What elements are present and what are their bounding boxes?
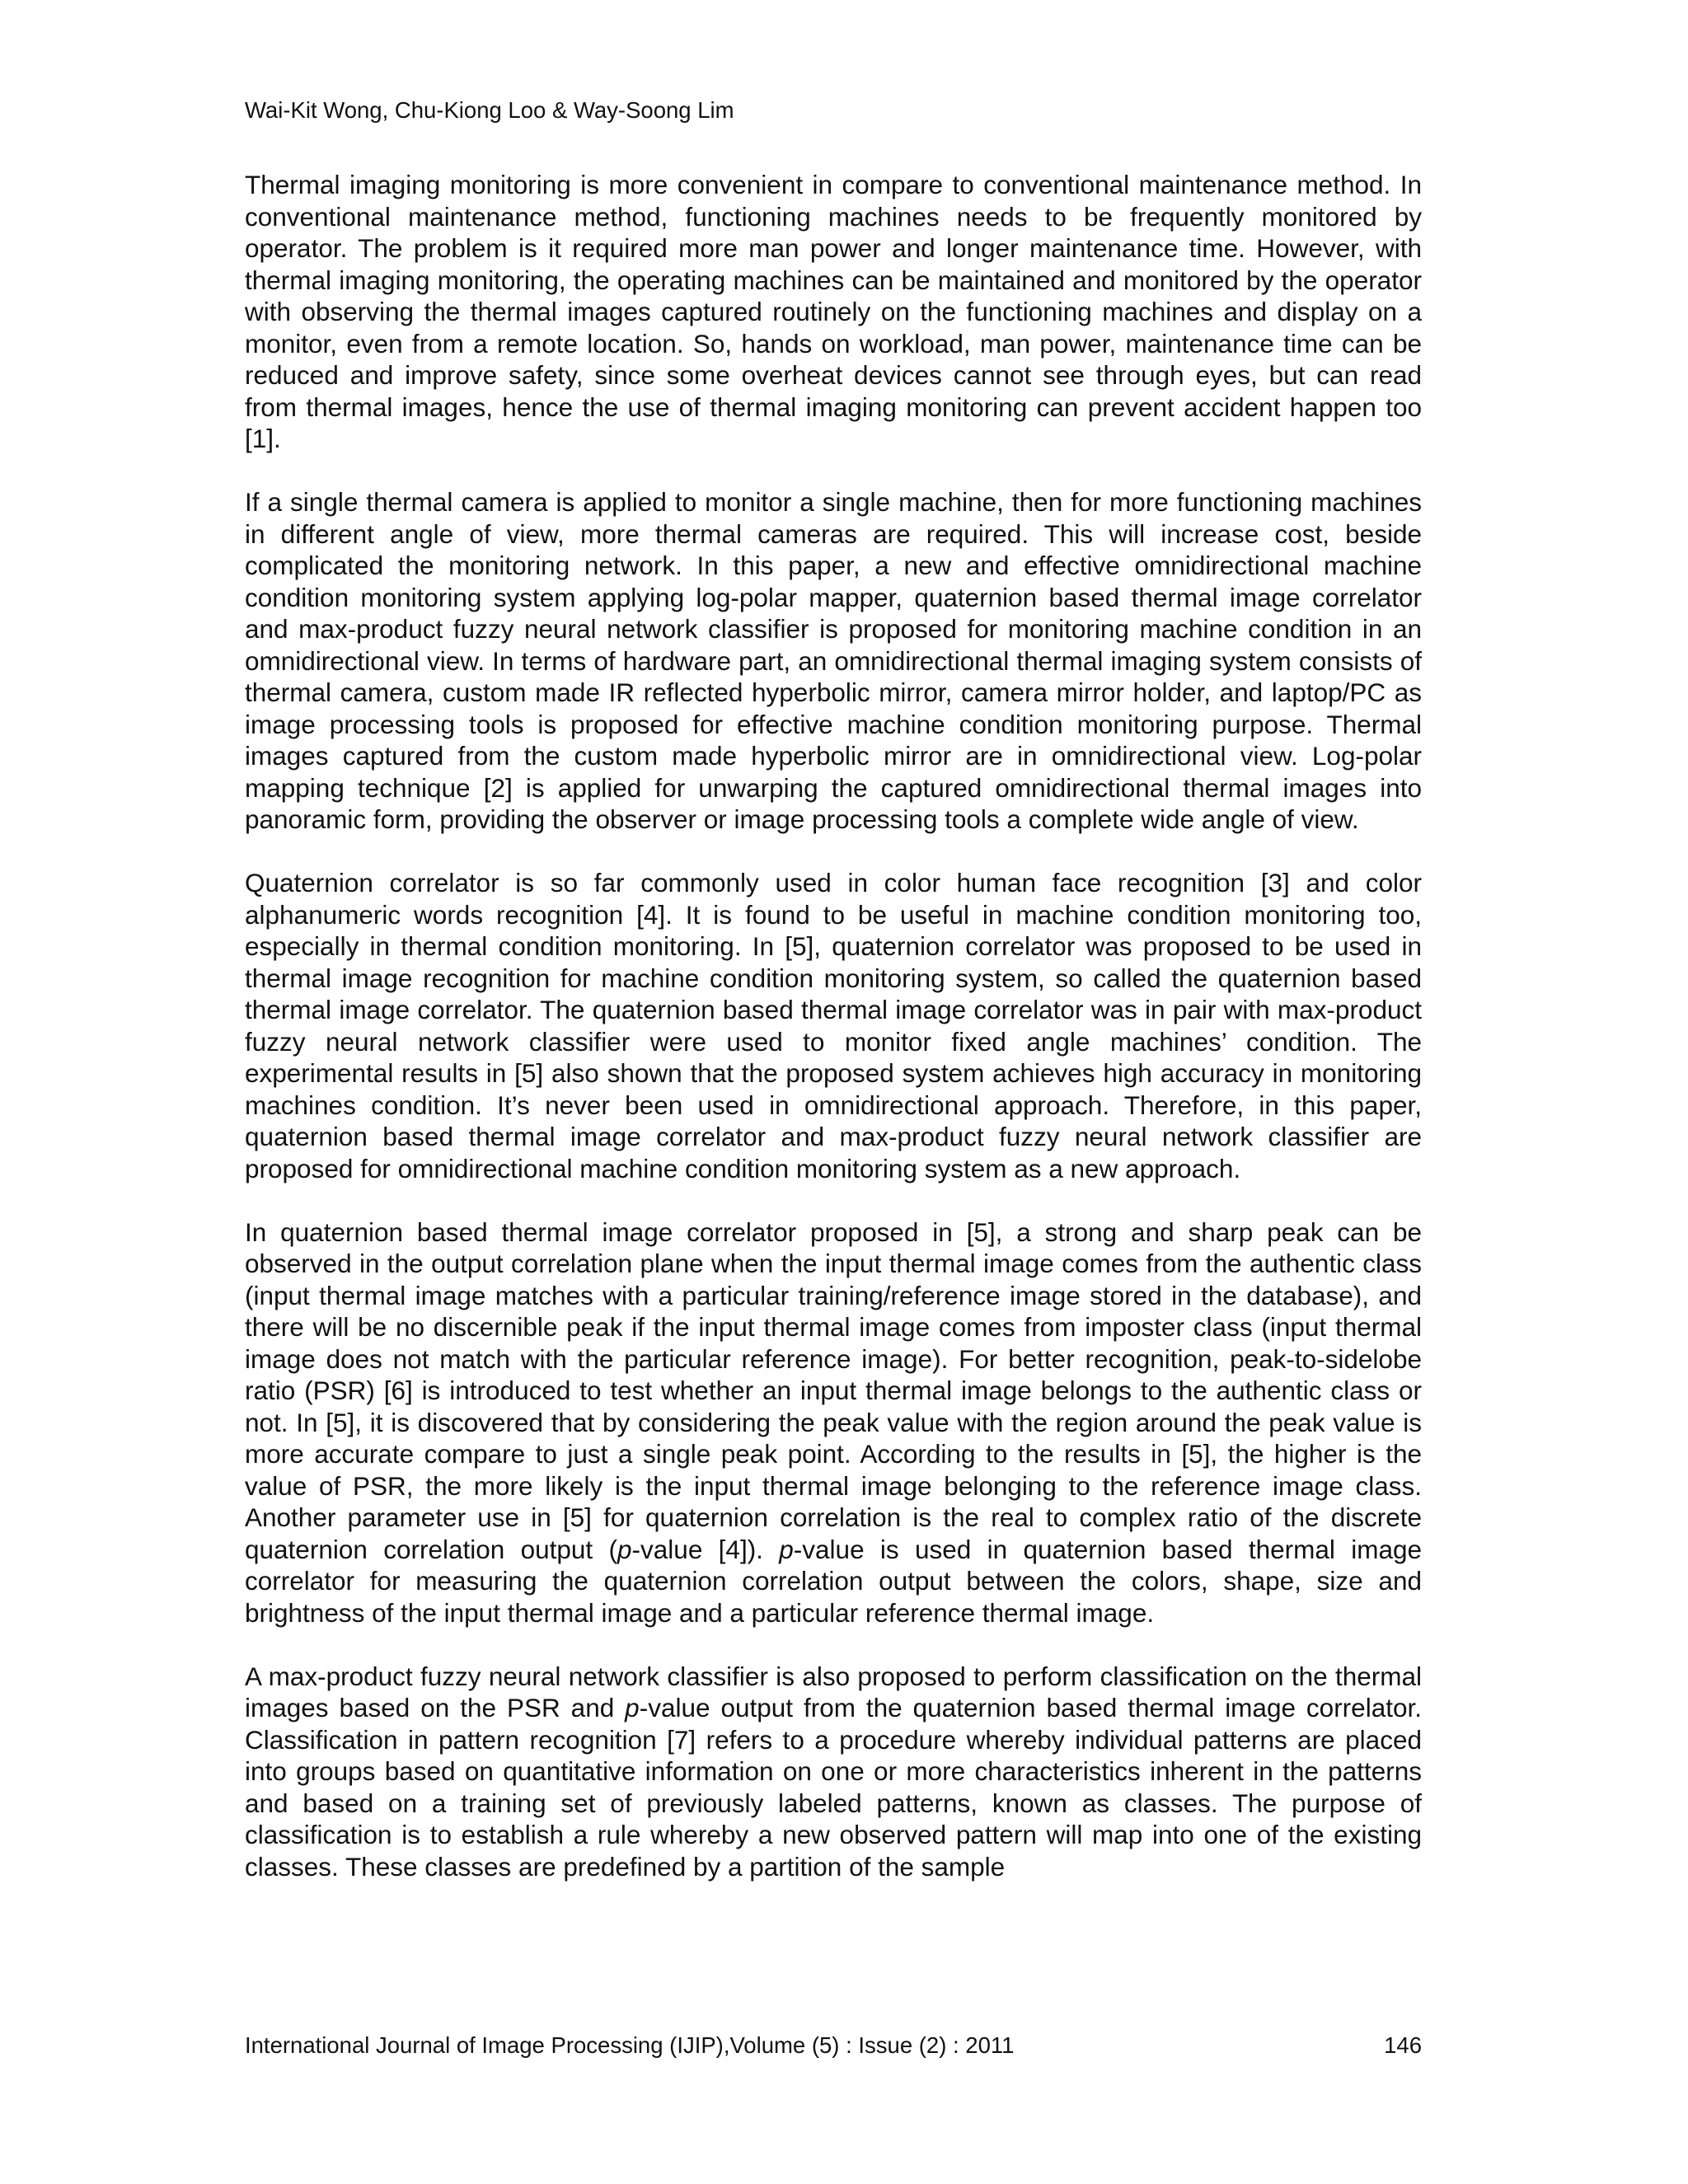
paragraph-5-text-b: -value output from the quaternion based thermal image correlator. Classification in pattern recognition [7] refers to a procedure whereby individual patterns are placed into groups based on quantitative information on one or more characteristics inherent in the patterns and based on a training set of previously labeled patterns, known as classes. The purpose of classification is to establish a rule whereby a new observed pattern will map into one of the existing classes. These classes are predefined by a partition of the sample (245, 1693, 1422, 1882)
paragraph-5-text-a: A max-product fuzzy neural network classifier is also proposed to perform classification on the thermal images based on the PSR and (245, 1661, 1422, 1722)
running-header-authors: Wai-Kit Wong, Chu-Kiong Loo & Way-Soong Lim (245, 97, 734, 123)
page-footer (245, 2032, 1422, 2059)
paragraph-4-text-a: In quaternion based thermal image correlator proposed in [5], a strong and sharp peak can be observed in the output correlation plane when the input thermal image comes from the authentic class (input thermal image matches with a particular training/reference image stored in the database), and there will be no discernible peak if the input thermal image comes from imposter class (input thermal image does not match with the particular reference image). For better recognition, peak-to-sidelobe ratio (PSR) [6] is introduced to test whether an input thermal image belongs to the authentic class or not. In [5], it is discovered that by considering the peak value with the region around the peak value is more accurate compare to just a single peak point. According to the results in [5], the higher is the value of PSR, the more likely is the input thermal image belonging to the reference image class. Another parameter use in [5] for quaternion correlation is the real to complex ratio of the discrete quaternion correlation output ( (245, 1216, 1422, 1564)
paragraph-3: Quaternion correlator is so far commonly used in color human face recognition [3] and color alphanumeric words recognition [4]. It is found to be useful in machine condition monitoring too, especially in thermal condition monitoring. In [5], quaternion correlator was proposed to be used in thermal image recognition for machine condition monitoring system, so called the quaternion based thermal image correlator. The quaternion based thermal image correlator was in pair with max-product fuzzy neural network classifier were used to monitor fixed angle machines’ condition. The experimental results in [5] also shown that the proposed system achieves high accuracy in monitoring machines condition. It’s never been used in omnidirectional approach. Therefore, in this paper, quaternion based thermal image correlator and max-product fuzzy neural network classifier are proposed for omnidirectional machine condition monitoring system as a new approach. (245, 868, 1422, 1183)
footer-page-number: 146 (1384, 2032, 1422, 2058)
footer-journal: International Journal of Image Processing (IJIP),Volume (5) : Issue (2) : 2011 (245, 2032, 1015, 2058)
paragraph-4-text-b: -value [4]). (631, 1534, 780, 1564)
paragraph-4-text-c: -value is used in quaternion based thermal image correlator for measuring the quaternion correlation output between the colors, shape, size and brightness of the input thermal image and a particular reference thermal image. (245, 1534, 1422, 1628)
body-text (245, 169, 1422, 1915)
paragraph-2: If a single thermal camera is applied to monitor a single machine, then for more functioning machines in different angle of view, more thermal cameras are required. This will increase cost, beside complicated the monitoring network. In this paper, a new and effective omnidirectional machine condition monitoring system applying log-polar mapper, quaternion based thermal image correlator and max-product fuzzy neural network classifier is proposed for monitoring machine condition in an omnidirectional view. In terms of hardware part, an omnidirectional thermal imaging system consists of thermal camera, custom made IR reflected hyperbolic mirror, camera mirror holder, and laptop/PC as image processing tools is proposed for effective machine condition monitoring purpose. Thermal images captured from the custom made hyperbolic mirror are in omnidirectional view. Log-polar mapping technique [2] is applied for unwarping the captured omnidirectional thermal images into panoramic form, providing the observer or image processing tools a complete wide angle of view. (245, 487, 1422, 834)
paragraph-4 (245, 1216, 1422, 1629)
paragraph-1: Thermal imaging monitoring is more convenient in compare to conventional maintenance method. In conventional maintenance method, functioning machines needs to be frequently monitored by operator. The problem is it required more man power and longer maintenance time. However, with thermal imaging monitoring, the operating machines can be maintained and monitored by the operator with observing the thermal images captured routinely on the functioning machines and display on a monitor, even from a remote location. So, hands on workload, man power, maintenance time can be reduced and improve safety, since some overheat devices cannot see through eyes, but can read from thermal images, hence the use of thermal imaging monitoring can prevent accident happen too [1]. (245, 170, 1422, 453)
paragraph-5 (245, 1661, 1422, 1883)
p-value-italic: p (779, 1534, 794, 1564)
p-value-italic: p (625, 1693, 640, 1722)
p-value-italic: p (617, 1534, 632, 1564)
